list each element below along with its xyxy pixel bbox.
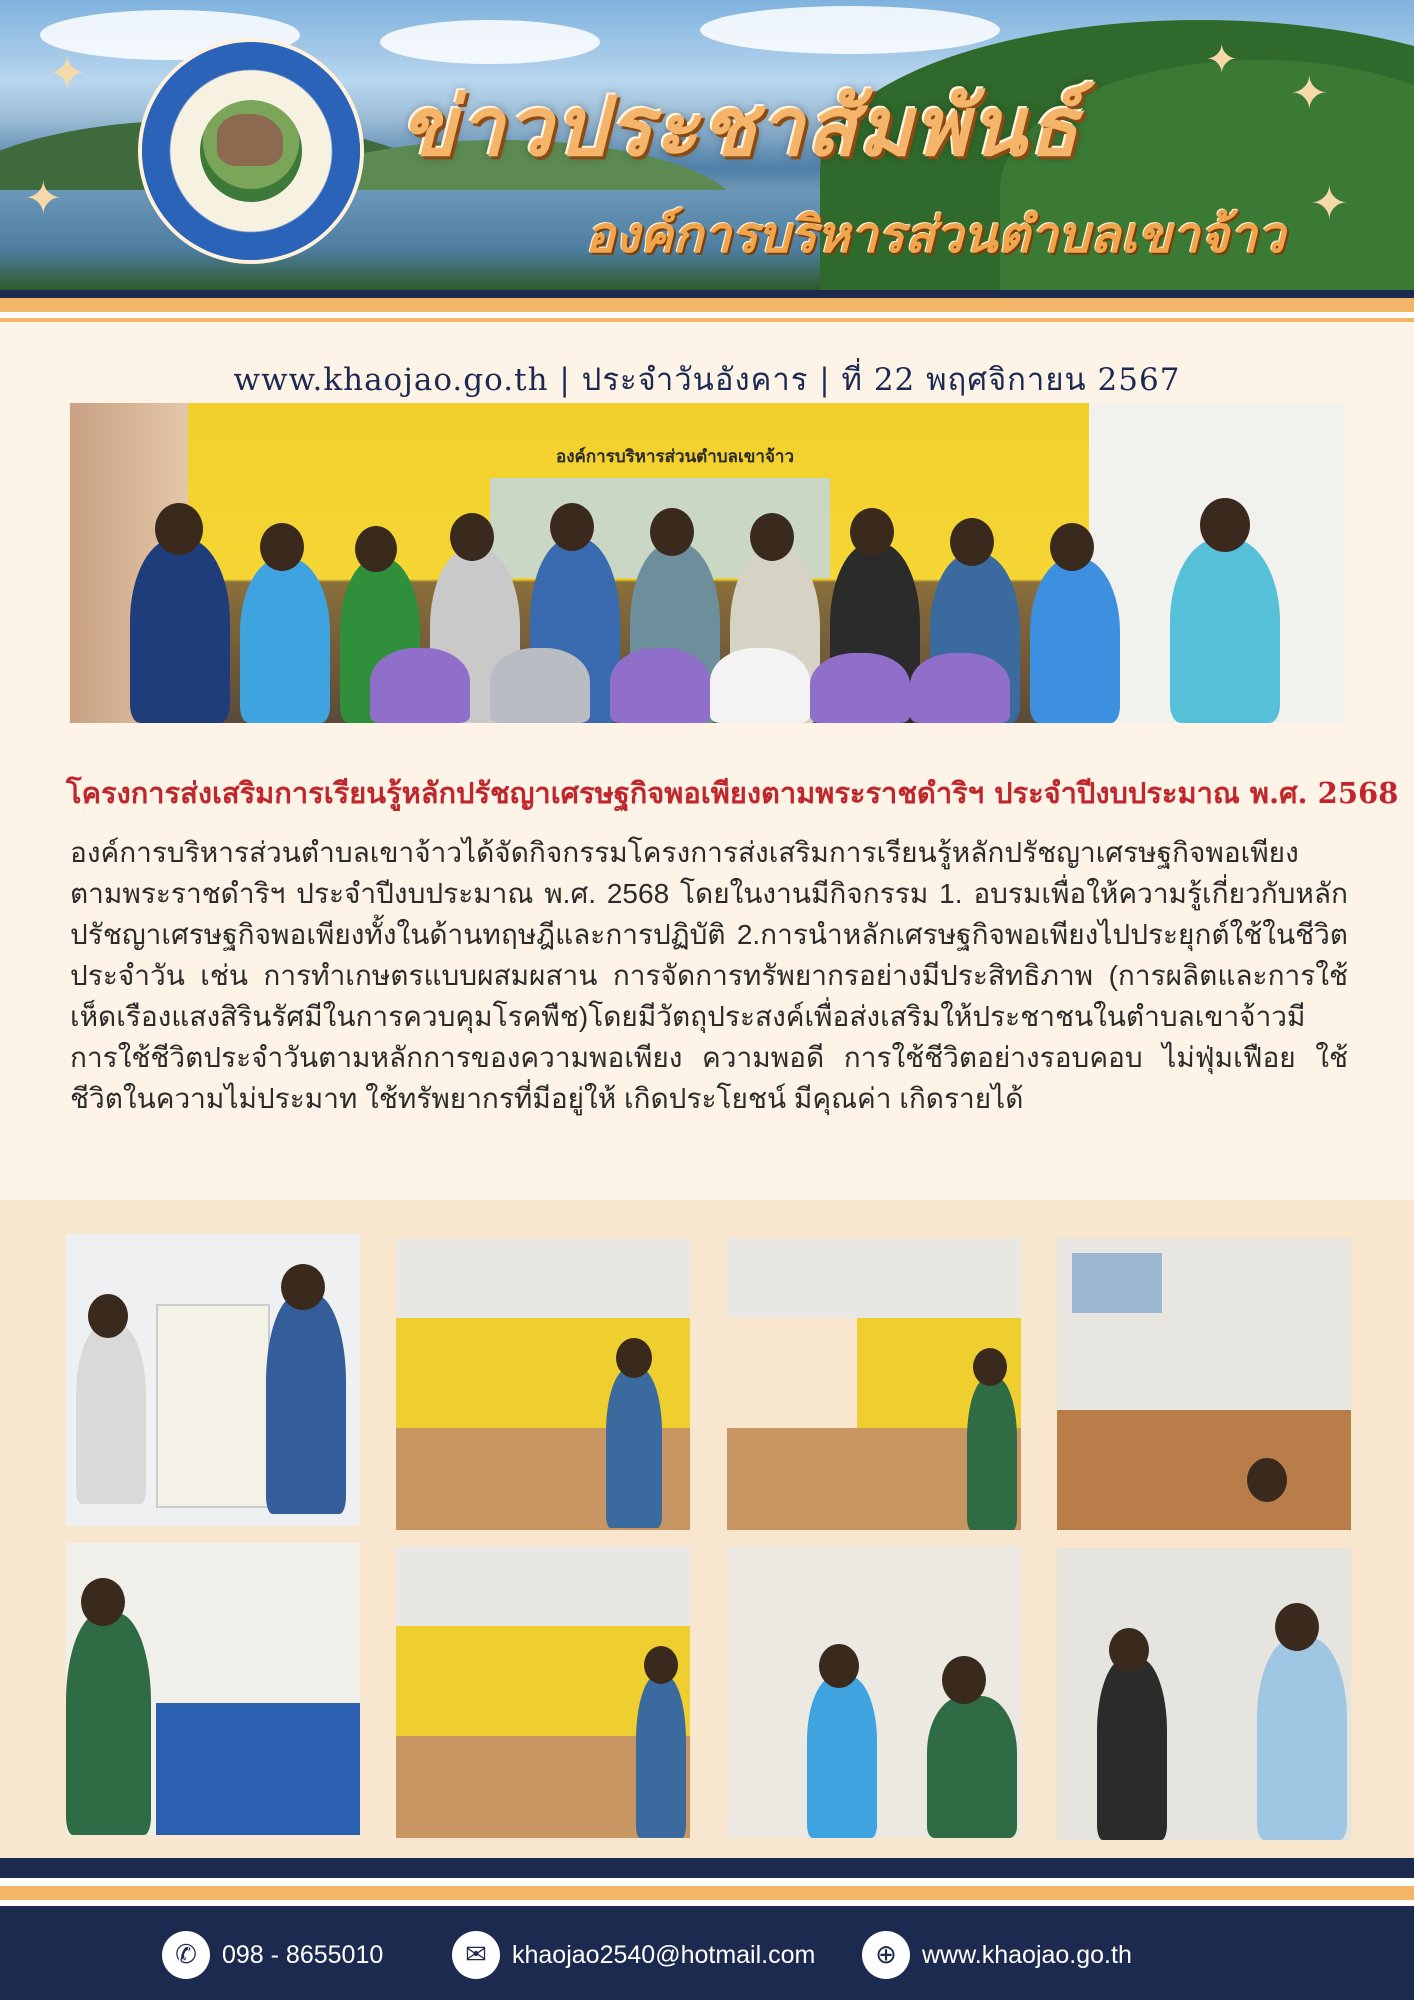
website-date-line: www.khaojao.go.th | ประจำวันอังคาร | ที่ 22 พฤศจิกายน 2567 [233,362,1181,398]
banner-subtitle: องค์การบริหารส่วนตำบลเขาจ้าว [585,205,1286,264]
photo-stage-sign: องค์การบริหารส่วนตำบลเขาจ้าว [555,447,795,467]
gallery-photo-7 [727,1546,1021,1838]
organization-seal-logo [142,42,360,260]
sparkle-icon: ✦ [1205,37,1239,83]
phone-number: 098 - 8655010 [222,1940,384,1969]
email-contact[interactable] [452,1930,815,1980]
photo-crowd [110,498,1310,723]
gallery-photo-3 [727,1238,1021,1530]
divider [0,318,1414,322]
banner-title: ข่าวประชาสัมพันธ์ [400,79,1081,175]
phone-icon: ✆ [162,1931,210,1979]
sparkle-icon: ✦ [24,171,63,225]
article-headline: โครงการส่งเสริมการเรียนรู้หลักปรัชญาเศรษฐกิจพอเพียงตามพระราชดำริฯ ประจำปีงบประมาณ พ.ศ. 2568 [66,776,1399,810]
divider [0,290,1414,298]
sparkle-icon: ✦ [1290,66,1329,120]
sparkle-icon: ✦ [48,46,87,100]
website-url: www.khaojao.go.th [922,1940,1132,1969]
gallery-photo-4 [1057,1238,1351,1530]
divider [0,1886,1414,1900]
main-group-photo [70,403,1344,723]
article-body: องค์การบริหารส่วนตำบลเขาจ้าวได้จัดกิจกรรมโครงการส่งเสริมการเรียนรู้หลักปรัชญาเศรษฐกิจพอเพียงตามพระราชดำริฯ ประจำปีงบประมาณ พ.ศ. 2568 โดยในงานมีกิจกรรม 1. อบรมเพื่อให้ความรู้เกี่ยวกับหลักปรัชญาเศรษฐกิจพอเพียงทั้งในด้านทฤษฎีและการปฏิบัติ 2.การนำหลักเศรษฐกิจพอเพียงไปประยุกต์ใช้ในชีวิตประจำวัน เช่น การทำเกษตรแบบผสมผสาน การจัดการทรัพยากรอย่างมีประสิทธิภาพ (การผลิตและการใช้เห็ดเรืองแสงสิรินรัศมีในการควบคุมโรคพืช)โดยมีวัตถุประสงค์เพื่อส่งเสริมให้ประชาชนในตำบลเขาจ้าวมีการใช้ชีวิตประจำวันตามหลักการของความพอเพียง ความพอดี การใช้ชีวิตอย่างรอบคอบ ไม่ฟุ่มเฟือย ใช้ชีวิตในความไม่ประมาท ใช้ทรัพยากรที่มีอยู่ให้ เกิดประโยชน์ มีคุณค่า เกิดรายได้ [70,837,1348,1114]
sparkle-icon: ✦ [1310,176,1349,230]
gallery-photo-1 [66,1234,360,1526]
website-link[interactable] [862,1930,1132,1980]
gallery-photo-8 [1057,1548,1351,1840]
header-banner [0,0,1414,290]
divider [0,1878,1414,1886]
globe-icon: ⊕ [862,1931,910,1979]
gallery-photo-6 [396,1546,690,1838]
divider [0,1858,1414,1878]
cloud [380,20,600,64]
elephant-icon [217,114,283,166]
mail-icon: ✉ [452,1931,500,1979]
projector-screen [1072,1253,1162,1313]
divider [0,298,1414,312]
gallery-photo-5 [66,1543,360,1835]
gallery-photo-2 [396,1238,690,1530]
photo-table [156,1703,360,1835]
photo-poster [156,1304,270,1508]
cloud [700,6,1000,54]
email-address: khaojao2540@hotmail.com [512,1940,816,1969]
phone-contact[interactable] [162,1930,383,1980]
footer-contact-bar [0,1906,1414,2000]
